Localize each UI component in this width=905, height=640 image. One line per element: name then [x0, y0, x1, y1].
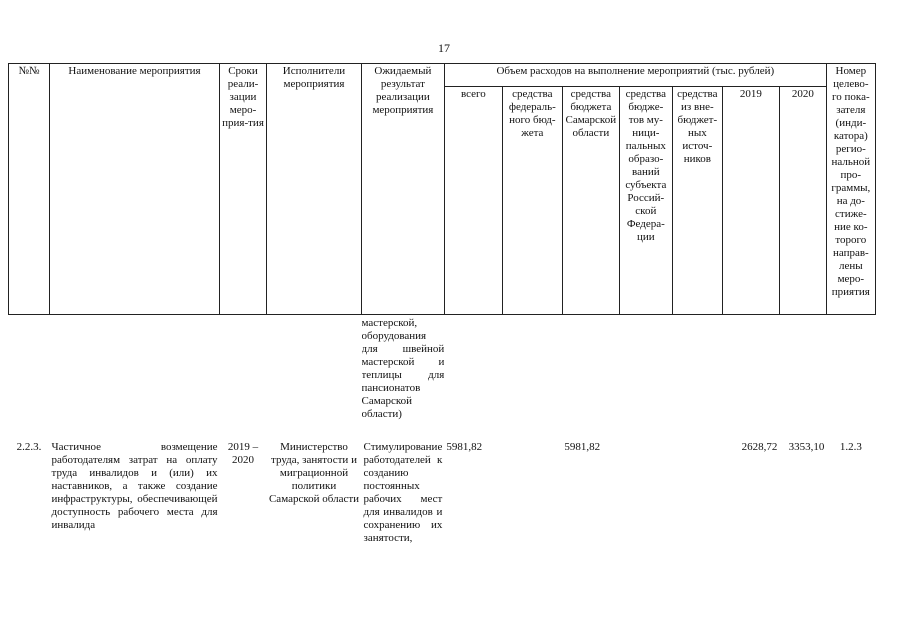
header-external: средства из вне-бюджет-ных источ-ников: [672, 87, 722, 315]
row-total: 5981,82: [446, 441, 483, 453]
row-municipal: [619, 435, 672, 585]
header-2020: 2020: [779, 87, 826, 315]
row-2019: 2628,72: [741, 441, 778, 453]
program-table: [8, 63, 876, 585]
header-federal: средства федераль-ного бюд-жета: [502, 87, 562, 315]
header-row: [9, 64, 876, 87]
continuation-text: мастерской, оборудования для швейной мастерской и теплицы для пансионатов Самарской области): [361, 317, 445, 420]
continuation-row: [9, 315, 876, 436]
header-total: всего: [444, 87, 502, 315]
row-2020: 3353,10: [788, 441, 825, 453]
header-expected: Ожидаемый результат реализации мероприятия: [362, 64, 445, 315]
row-regional: 5981,82: [564, 441, 601, 453]
header-2019: 2019: [722, 87, 779, 315]
header-regional: средства бюджета Самарской области: [562, 87, 619, 315]
row-num: 2.2.3.: [16, 441, 42, 453]
row-terms: 2019 – 2020: [227, 441, 259, 466]
row-name: Частичное возмещение работодателям затрат на оплату труда инвалидов и (или) их наставников, а также создание инфраструктуры, обеспечивающей доступность рабочего места для инвалида: [51, 441, 218, 531]
header-executors: Исполнители мероприятия: [267, 64, 362, 315]
header-name: Наименование мероприятия: [50, 64, 220, 315]
row-indicator: 1.2.3: [839, 441, 862, 453]
header-indicator: Номер целево-го пока-зателя (инди-катора) регио-нальной про-граммы, на до-стиже-ние ко-торого направ-лены меро-приятия: [826, 64, 875, 315]
row-executors: Министерство труда, занятости и миграционной политики Самарской области: [268, 441, 360, 505]
header-municipal: средства бюдже-тов му-ници-пальных образо-ваний субъекта Россий-ской Федера-ции: [619, 87, 672, 315]
row-federal: [502, 435, 562, 585]
table-row: [9, 435, 876, 585]
header-volume: Объем расходов на выполнение мероприятий (тыс. рублей): [444, 64, 826, 87]
header-terms: Сроки реали-зации меро-прия-тия: [220, 64, 267, 315]
header-num: №№: [9, 64, 50, 315]
page-number: 17: [438, 41, 450, 55]
row-external: [672, 435, 722, 585]
row-expected: Стимулирование работодателей к созданию постоянных рабочих мест для инвалидов и сохранению их занятости,: [363, 441, 443, 544]
